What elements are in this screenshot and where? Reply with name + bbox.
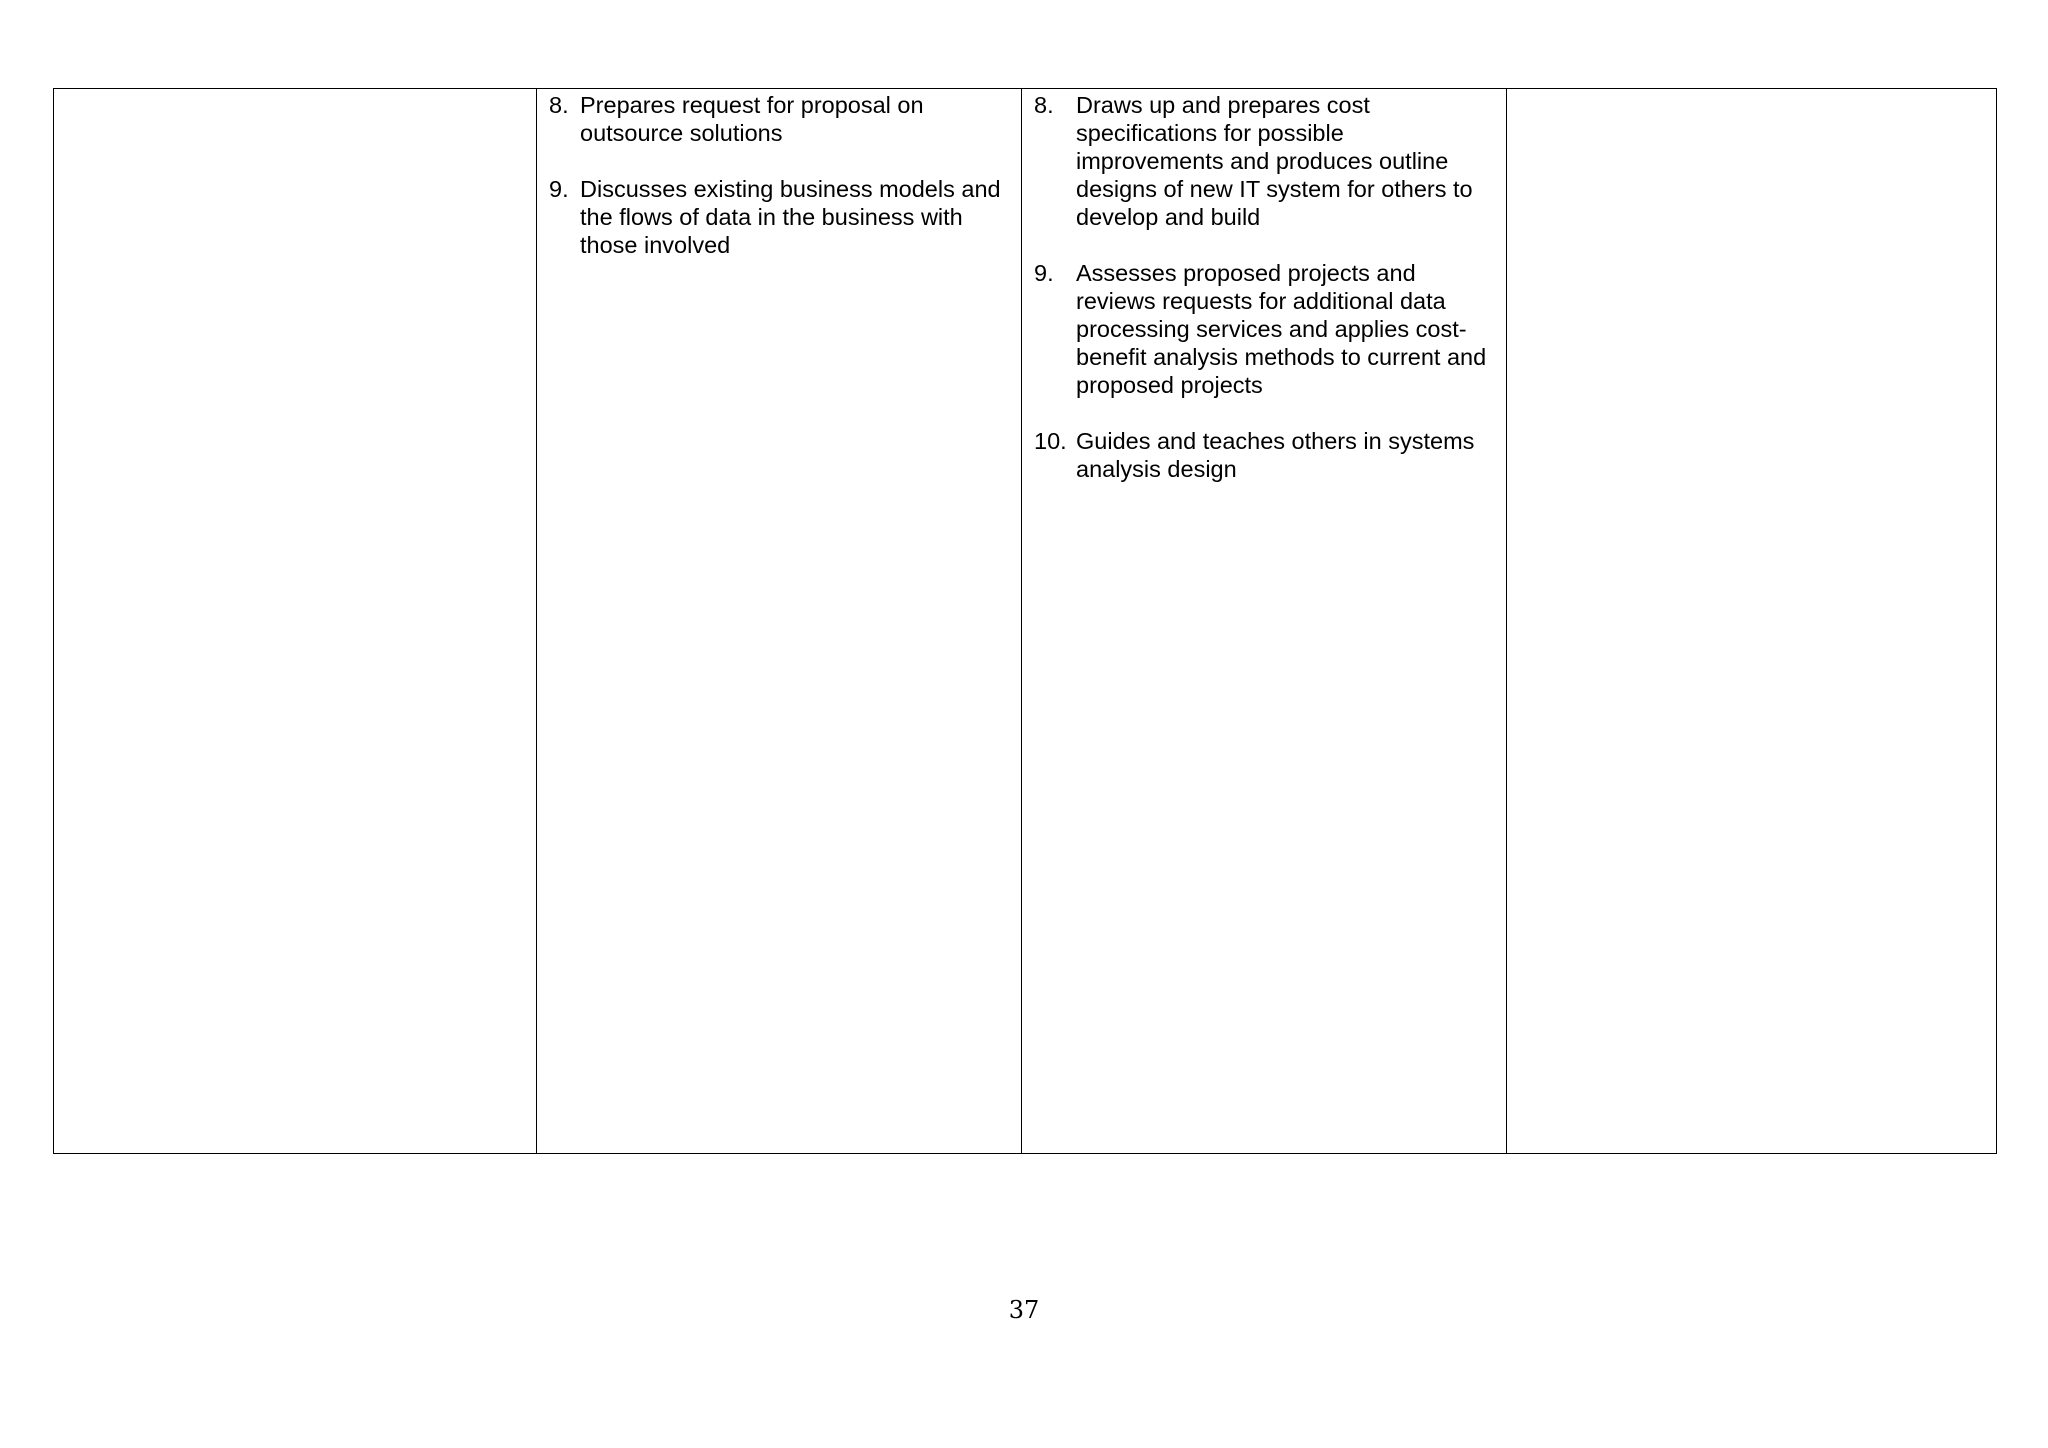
list-item bbox=[549, 175, 1011, 259]
list-item bbox=[1034, 259, 1496, 399]
column-3-list bbox=[1034, 91, 1496, 511]
item-text: Prepares request for proposal on outsource solutions bbox=[580, 92, 924, 146]
item-number: 9. bbox=[1034, 260, 1054, 286]
table-column-1 bbox=[54, 89, 537, 1153]
item-number: 8. bbox=[549, 92, 569, 118]
item-number: 8. bbox=[1034, 92, 1054, 118]
table-column-3 bbox=[1022, 89, 1507, 1153]
item-text: Draws up and prepares cost specifications for possible improvements and produces outline designs of new IT system for others to develop and build bbox=[1076, 92, 1473, 230]
responsibilities-table bbox=[53, 88, 1997, 1154]
list-item bbox=[1034, 91, 1496, 231]
list-item bbox=[549, 91, 1011, 147]
list-item bbox=[1034, 427, 1496, 483]
item-text: Assesses proposed projects and reviews requests for additional data processing services and applies cost-benefit analysis methods to current and proposed projects bbox=[1076, 260, 1487, 398]
page-number: 37 bbox=[1008, 1296, 1040, 1324]
item-text: Discusses existing business models and the flows of data in the business with those involved bbox=[580, 176, 1001, 258]
item-text: Guides and teaches others in systems analysis design bbox=[1076, 428, 1475, 482]
table-column-2 bbox=[537, 89, 1022, 1153]
table-column-4 bbox=[1507, 89, 1996, 1153]
item-number: 9. bbox=[549, 176, 569, 202]
column-2-list bbox=[549, 91, 1011, 287]
item-number: 10. bbox=[1034, 428, 1067, 454]
